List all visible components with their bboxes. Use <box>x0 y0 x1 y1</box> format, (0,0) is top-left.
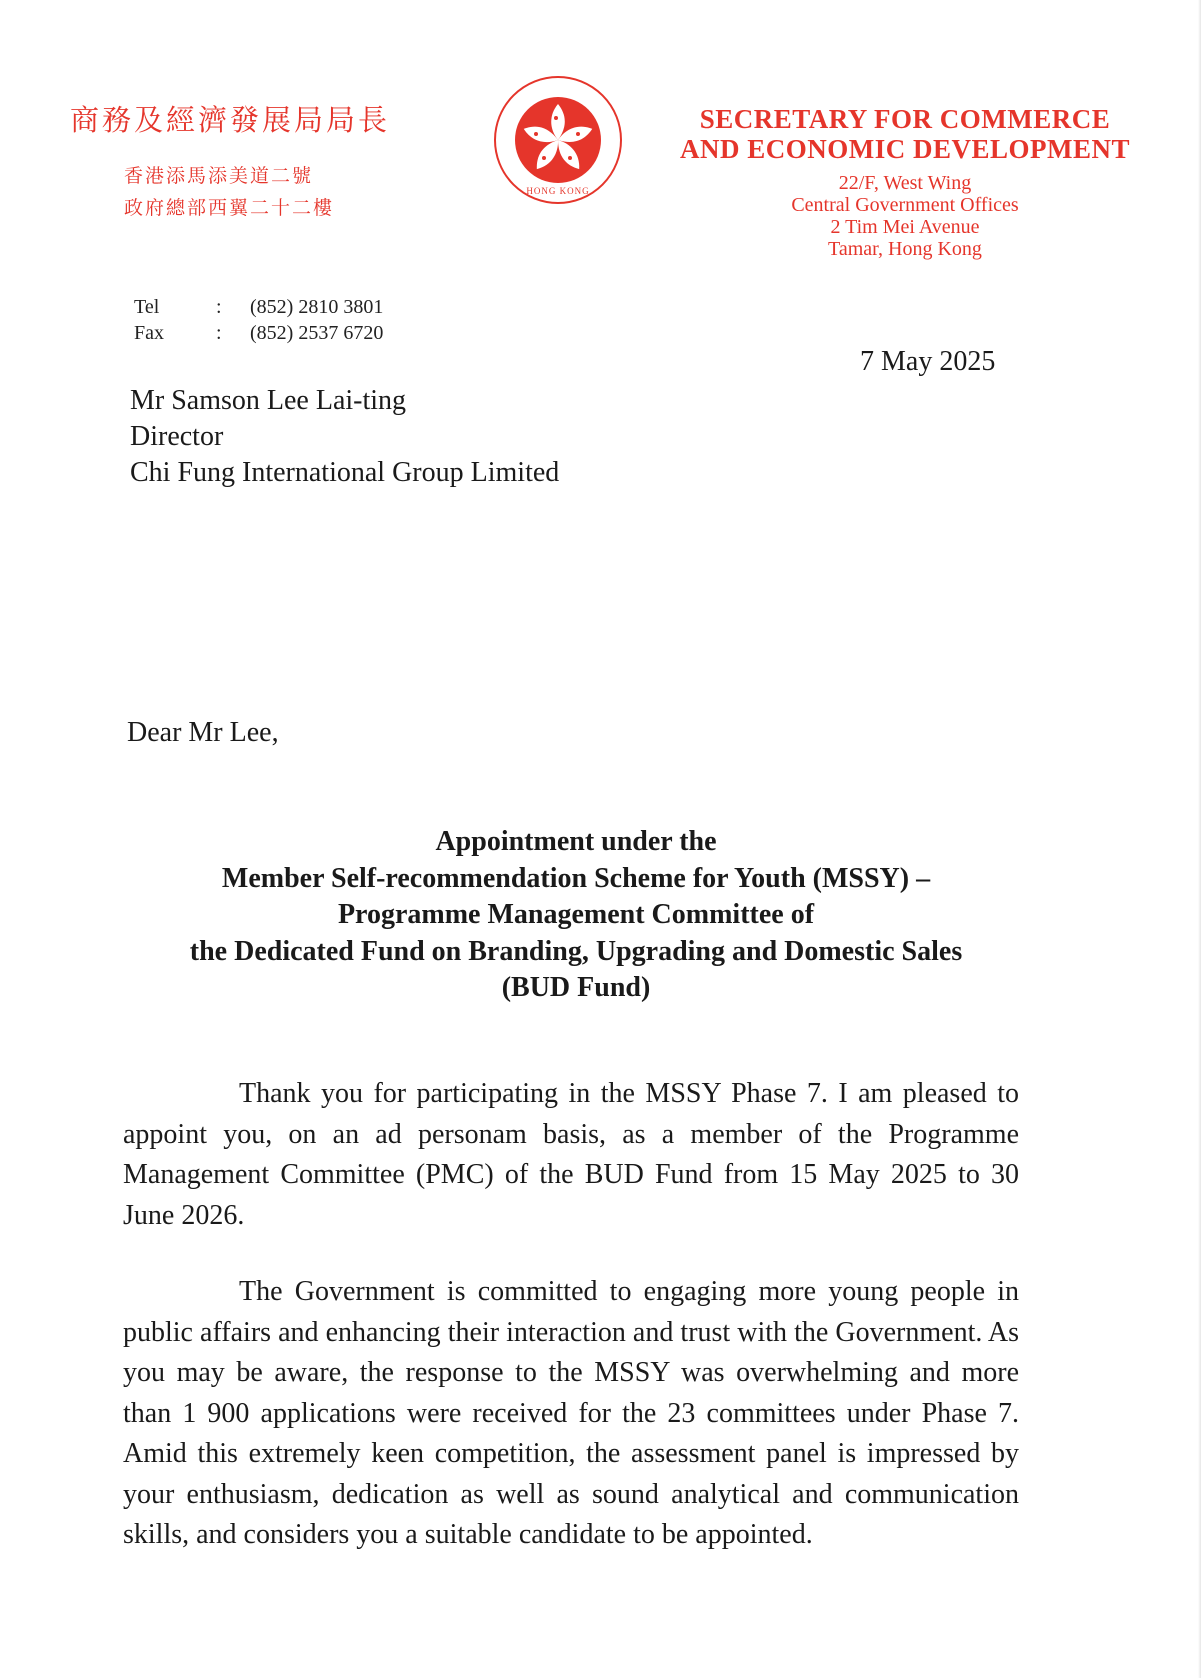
en-address-line: Tamar, Hong Kong <box>828 238 982 260</box>
letterhead-cn-title: 商務及經濟發展局局長 <box>70 103 391 137</box>
subject-line: the Dedicated Fund on Branding, Upgrading and Domestic Sales <box>189 935 963 967</box>
hong-kong-emblem-icon <box>492 74 624 206</box>
subject-heading <box>100 824 1052 1007</box>
letterhead-en-title <box>670 104 1140 164</box>
en-title-line: SECRETARY FOR COMMERCE <box>699 104 1111 134</box>
tel-separator: : <box>216 296 222 318</box>
recipient-block <box>130 383 559 491</box>
subject-line: Programme Management Committee of <box>337 899 815 930</box>
fax-row <box>134 320 383 346</box>
letterhead-cn-address <box>124 160 334 224</box>
recipient-title: Director <box>130 421 224 452</box>
subject-line: Appointment under the <box>435 826 717 857</box>
letterhead-en-address <box>720 172 1090 260</box>
en-title-line: AND ECONOMIC DEVELOPMENT <box>679 134 1130 164</box>
letter-date: 7 May 2025 <box>860 346 996 377</box>
paragraph-text: Thank you for participating in the MSSY Phase 7. I am pleased to appoint you, on an ad personam basis, as a member of the Programme Management Committee (PMC) of the BUD Fund from 15 May 2025 to 30 June 2026. <box>123 1078 1019 1231</box>
salutation: Dear Mr Lee, <box>127 717 279 748</box>
subject-line: Member Self-recommendation Scheme for Youth (MSSY) – <box>221 862 931 894</box>
fax-value: (852) 2537 6720 <box>250 322 384 344</box>
recipient-name: Mr Samson Lee Lai-ting <box>130 385 407 416</box>
subject-line: (BUD Fund) <box>501 972 651 1003</box>
en-address-line: 2 Tim Mei Avenue <box>830 216 980 238</box>
fax-separator: : <box>216 322 222 344</box>
fax-label: Fax <box>134 322 164 344</box>
tel-label: Tel <box>134 296 160 318</box>
paragraph-text: The Government is committed to engaging more young people in public affairs and enhancing their interaction and trust with the Government. As you may be aware, the response to the MSSY was overwhelming and more than 1 900 applications were received for the 23 committees under Phase 7. Amid this extremely keen competition, the assessment panel is impressed by your enthusiasm, dedication as well as sound analytical and communication skills, and considers you a suitable candidate to be appointed. <box>123 1276 1019 1550</box>
emblem-label: HONG KONG <box>526 186 590 196</box>
cn-address-line: 政府總部西翼二十二樓 <box>124 197 335 219</box>
cn-address-line: 香港添馬添美道二號 <box>124 165 314 187</box>
tel-value: (852) 2810 3801 <box>250 296 384 318</box>
en-address-line: Central Government Offices <box>791 194 1019 216</box>
recipient-company: Chi Fung International Group Limited <box>130 457 560 488</box>
tel-row <box>134 294 383 320</box>
body-paragraph <box>123 1272 1019 1556</box>
contact-block <box>134 294 383 346</box>
en-address-line: 22/F, West Wing <box>838 172 972 194</box>
body-paragraph <box>123 1074 1019 1236</box>
